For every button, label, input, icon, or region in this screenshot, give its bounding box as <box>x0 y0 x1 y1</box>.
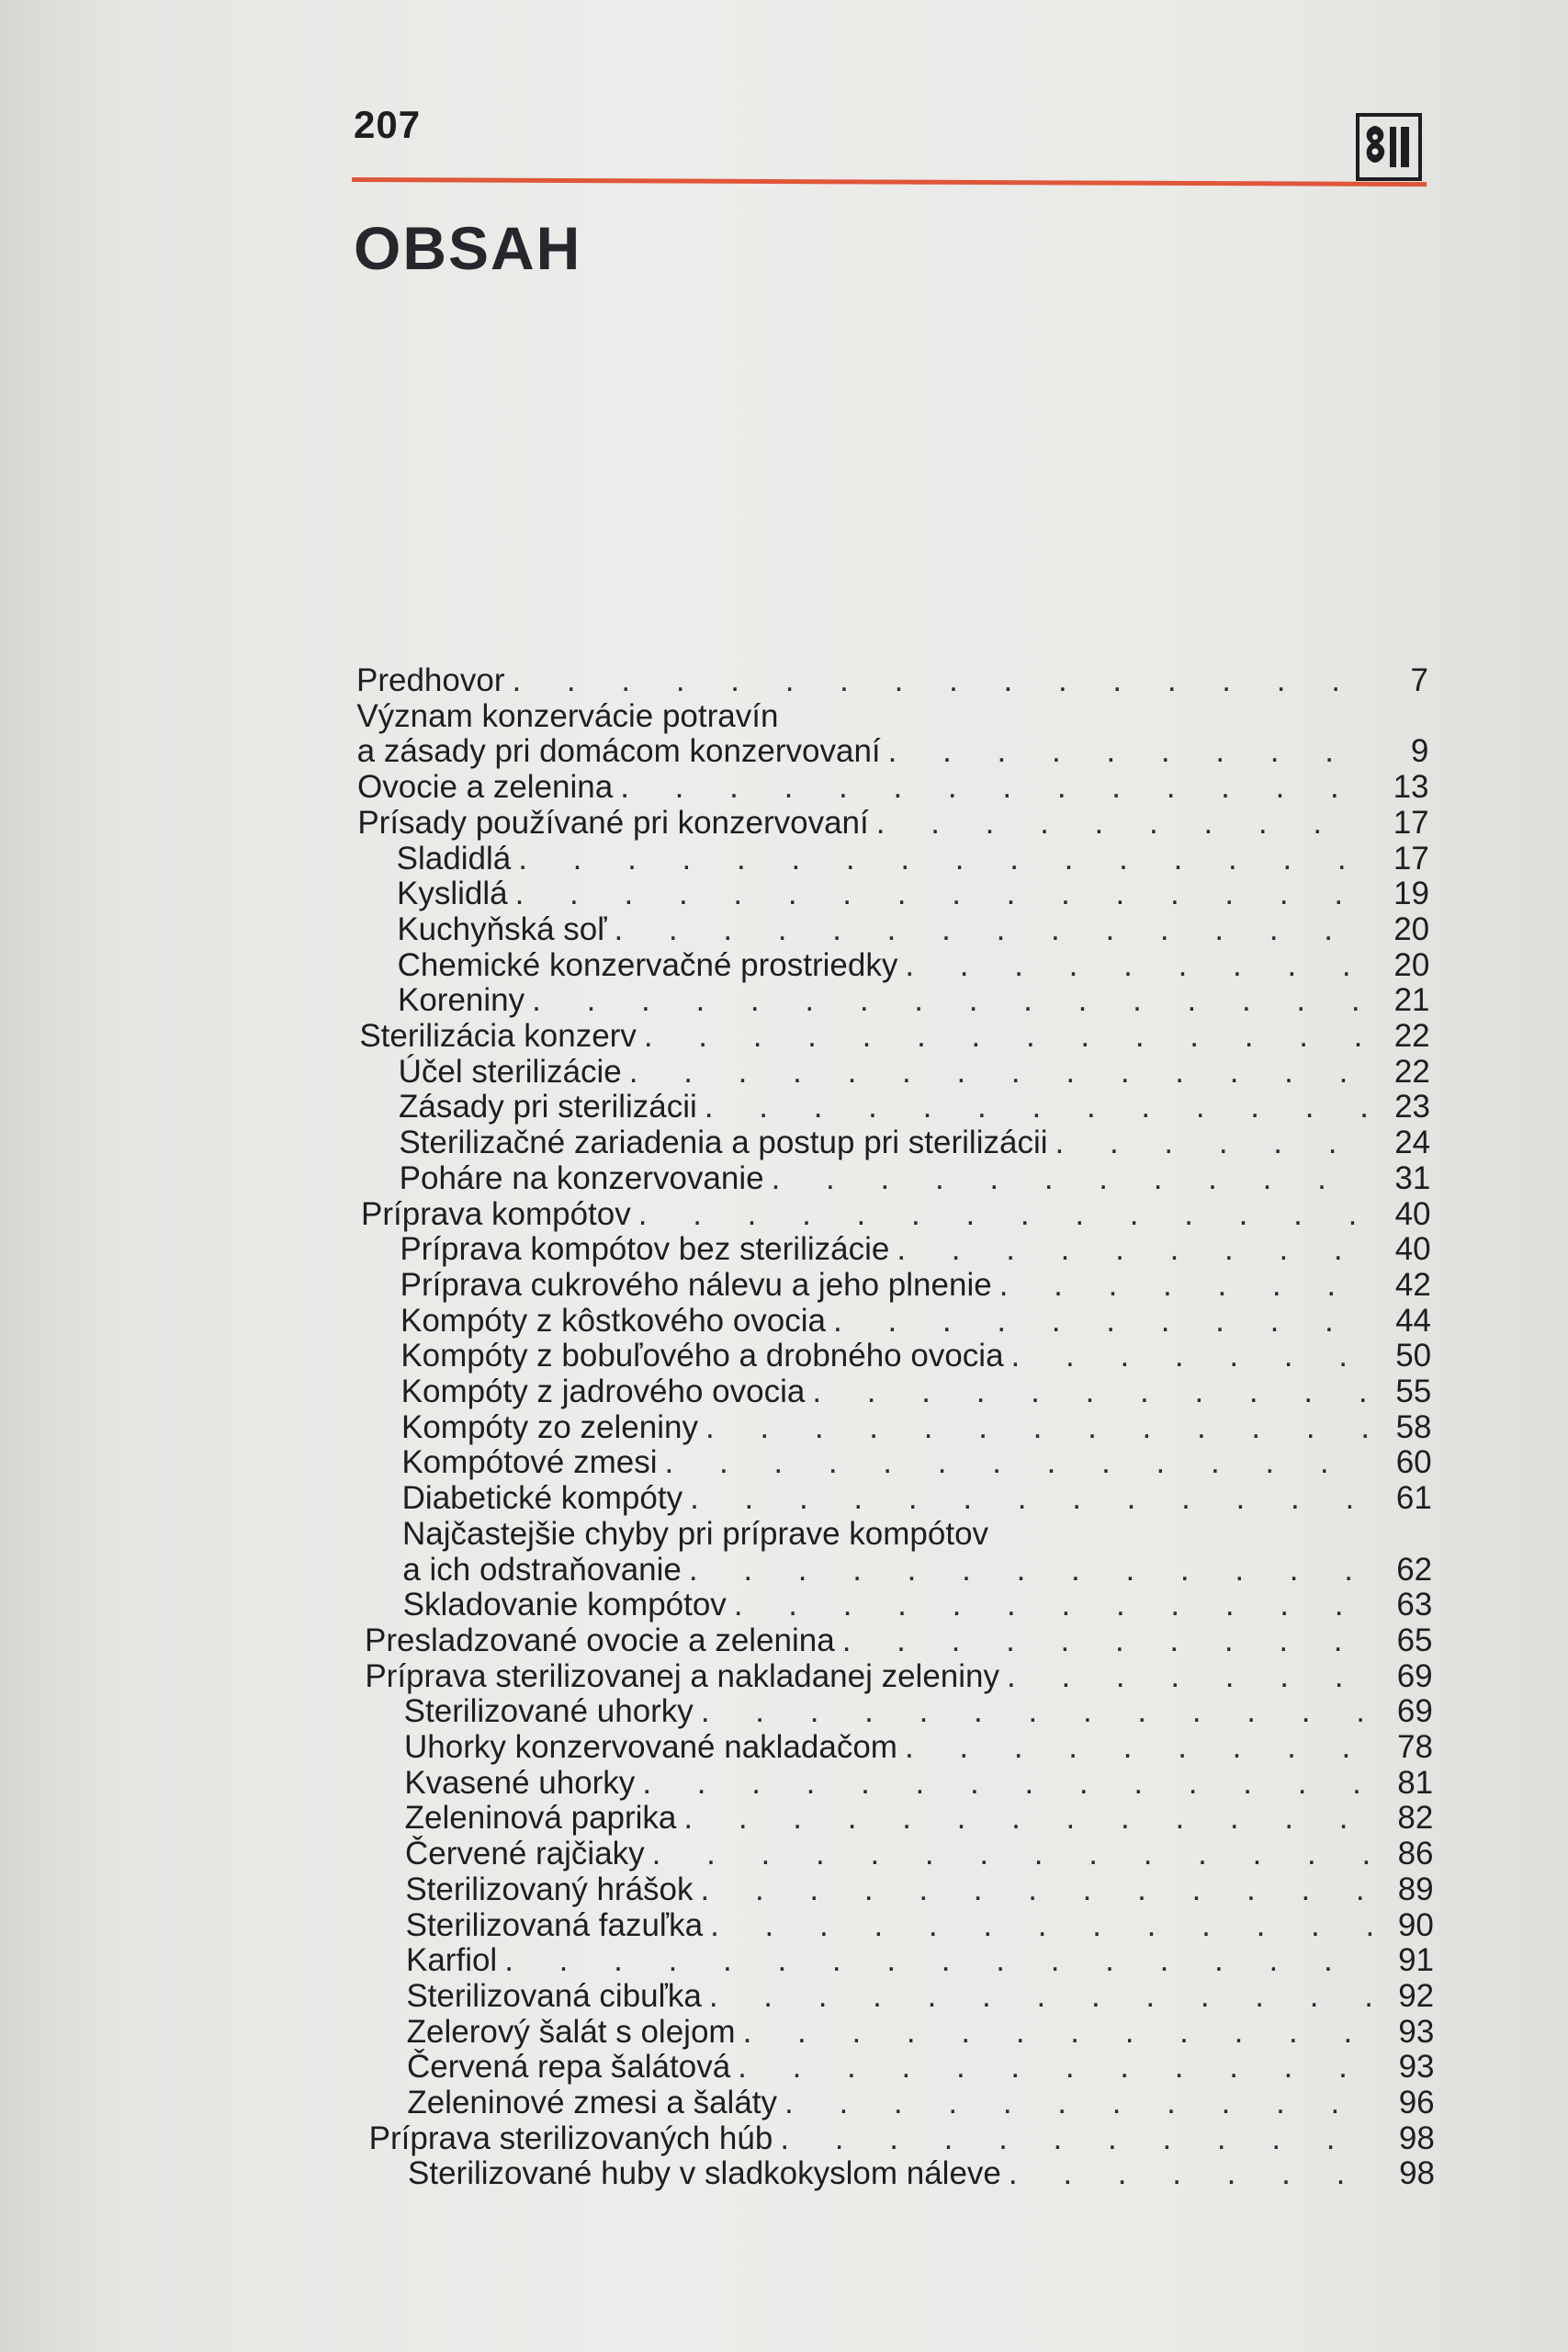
toc-entry[interactable] <box>400 1161 1431 1196</box>
toc-dot-leader <box>738 2050 1371 2085</box>
toc-dot-leader <box>780 2121 1372 2156</box>
toc-entry-page: 81 <box>1397 1764 1434 1801</box>
toc-entry-page: 62 <box>1396 1551 1433 1588</box>
toc-entry[interactable] <box>401 1445 1431 1480</box>
toc-entry-page: 13 <box>1393 769 1429 806</box>
toc-entry-page: 82 <box>1397 1800 1434 1837</box>
toc-entry-page: 92 <box>1398 1977 1435 2014</box>
toc-dot-leader <box>532 983 1367 1018</box>
toc-entry-title: Chemické konzervačné prostriedky <box>397 946 898 983</box>
toc-entry-page: 78 <box>1397 1729 1433 1765</box>
toc-entry-title: Sterilizovaný hrášok <box>405 1871 694 1907</box>
toc-entry-title: Prísady používané pri konzervovaní <box>357 804 869 841</box>
toc-entry-title: Kuchyňská soľ <box>397 910 607 947</box>
toc-dot-leader <box>701 1872 1371 1907</box>
toc-entry-page: 44 <box>1395 1302 1431 1339</box>
toc-entry[interactable] <box>400 1339 1431 1374</box>
toc-entry-title: Diabetické kompóty <box>401 1480 683 1517</box>
toc-entry[interactable] <box>405 1872 1433 1907</box>
page-number: 207 <box>354 103 422 146</box>
toc-entry-title: Presladzované ovocie a zelenina <box>365 1622 835 1658</box>
toc-dot-leader <box>614 912 1367 947</box>
toc-dot-leader <box>833 1304 1369 1339</box>
toc-entry[interactable] <box>402 1481 1432 1516</box>
toc-entry-page: 19 <box>1393 876 1429 912</box>
toc-entry-title: Význam konzervácie potravín <box>356 697 779 734</box>
toc-entry-page: 93 <box>1398 2049 1435 2086</box>
toc-entry-title: Kompóty z bobuľového a drobného ovocia <box>400 1338 1004 1374</box>
toc-entry-title: Zelerový šalát s olejom <box>406 2013 736 2050</box>
toc-entry[interactable] <box>365 1623 1433 1658</box>
toc-entry[interactable] <box>404 1766 1433 1801</box>
toc-dot-leader <box>689 1553 1370 1588</box>
toc-entry[interactable] <box>401 1374 1432 1409</box>
toc-entry[interactable] <box>400 1232 1430 1267</box>
toc-entry-page: 24 <box>1394 1125 1431 1161</box>
toc-dot-leader <box>784 2086 1372 2120</box>
toc-entry-page: 89 <box>1397 1871 1434 1907</box>
toc-entry-title: Kompóty z jadrového ovocia <box>400 1374 806 1409</box>
toc-entry-page: 40 <box>1394 1231 1431 1268</box>
toc-dot-leader <box>999 1268 1369 1303</box>
toc-dot-leader <box>665 1445 1370 1480</box>
toc-entry-page: 31 <box>1394 1159 1431 1196</box>
toc-dot-leader <box>705 1410 1370 1445</box>
toc-entry[interactable] <box>403 1588 1433 1623</box>
toc-dot-leader <box>905 948 1367 983</box>
toc-dot-leader <box>512 663 1366 698</box>
toc-dot-leader <box>897 1232 1368 1267</box>
toc-entry-page: 21 <box>1393 982 1430 1019</box>
toc-entry-page: 98 <box>1398 2120 1435 2156</box>
toc-entry[interactable] <box>406 1979 1434 2014</box>
toc-entry-title: Sterilizované huby v sladkokyslom náleve <box>408 2155 1001 2192</box>
toc-entry-title: Červené rajčiaky <box>405 1836 645 1872</box>
toc-entry-page: 50 <box>1395 1338 1432 1374</box>
toc-entry[interactable] <box>398 983 1430 1018</box>
toc-entry-title: Príprava sterilizovanej a nakladanej zeleniny <box>365 1657 999 1694</box>
toc-entry-page: 65 <box>1396 1622 1433 1658</box>
toc-dot-leader <box>772 1161 1369 1196</box>
toc-dot-leader <box>644 1019 1368 1054</box>
toc-entry-page: 58 <box>1395 1408 1432 1445</box>
toc-dot-leader <box>638 1197 1369 1232</box>
toc-entry[interactable] <box>357 806 1428 841</box>
toc-entry-title: Príprava kompótov bez sterilizácie <box>400 1231 890 1268</box>
toc-entry-page: 60 <box>1395 1444 1432 1481</box>
toc-entry-title: Sterilizácia konzerv <box>359 1018 637 1054</box>
toc-entry-title: a zásady pri domácom konzervovaní <box>356 733 881 770</box>
toc-entry-page: 20 <box>1393 946 1430 983</box>
toc-entry[interactable] <box>402 1517 1432 1552</box>
toc-dot-leader <box>743 2015 1372 2050</box>
toc-entry-title: Kompóty zo zeleniny <box>401 1408 698 1445</box>
toc-dot-leader <box>515 876 1367 911</box>
toc-entry[interactable] <box>405 1801 1434 1836</box>
toc-dot-leader <box>504 1943 1371 1978</box>
toc-dot-leader <box>888 734 1367 769</box>
toc-entry-title: Zeleninové zmesi a šaláty <box>407 2085 778 2120</box>
toc-entry-title: Kvasené uhorky <box>404 1764 636 1801</box>
toc-entry-title: Koreniny <box>398 982 525 1019</box>
toc-dot-leader <box>620 770 1366 805</box>
toc-entry-page: 61 <box>1395 1480 1432 1517</box>
toc-entry[interactable] <box>398 948 1430 983</box>
toc-entry-title: Sterilizovaná fazuľka <box>405 1906 704 1943</box>
toc-dot-leader <box>642 1766 1371 1801</box>
toc-dot-leader <box>812 1374 1369 1409</box>
toc-dot-leader <box>652 1837 1371 1871</box>
toc-entry-page: 69 <box>1396 1657 1433 1694</box>
toc-entry-page: 17 <box>1393 804 1429 841</box>
toc-entry-page: 69 <box>1396 1693 1433 1730</box>
toc-entry[interactable] <box>397 842 1429 876</box>
toc-entry-page: 63 <box>1396 1587 1433 1623</box>
toc-entry-title: Predhovor <box>356 662 505 698</box>
toc-entry-title: Poháre na konzervovanie <box>399 1159 764 1196</box>
toc-dot-leader <box>905 1730 1371 1765</box>
toc-entry[interactable] <box>407 2050 1435 2085</box>
toc-entry-title: Skladovanie kompótov <box>402 1587 727 1623</box>
toc-entry-page: 55 <box>1395 1374 1432 1409</box>
toc-entry[interactable] <box>399 1125 1430 1160</box>
toc-entry-page: 86 <box>1397 1836 1434 1872</box>
toc-entry-title: Príprava sterilizovaných húb <box>368 2120 773 2156</box>
toc-entry[interactable] <box>369 2121 1435 2156</box>
toc-entry-page: 17 <box>1393 840 1429 876</box>
section-title: OBSAH <box>354 214 582 282</box>
toc-entry-page: 7 <box>1410 662 1428 698</box>
toc-entry-page: 22 <box>1393 1018 1430 1054</box>
toc-entry[interactable] <box>359 1019 1429 1054</box>
toc-entry[interactable] <box>401 1410 1432 1445</box>
toc-entry-title: Zeleninová paprika <box>404 1800 677 1837</box>
toc-dot-leader <box>734 1588 1371 1623</box>
toc-entry-page: 96 <box>1398 2085 1435 2120</box>
toc-entry-page: 9 <box>1410 733 1429 770</box>
toc-entry-page: 93 <box>1398 2013 1435 2050</box>
toc-entry[interactable] <box>357 734 1429 769</box>
toc-entry-title: Karfiol <box>406 1942 498 1979</box>
toc-entry[interactable] <box>400 1304 1431 1339</box>
toc-entry[interactable] <box>408 2156 1435 2191</box>
toc-entry-title: Kyslidlá <box>397 876 508 912</box>
toc-entry[interactable] <box>361 1197 1431 1232</box>
toc-entry[interactable] <box>356 663 1428 698</box>
toc-entry[interactable] <box>407 2015 1435 2050</box>
toc-entry-title: Sterilizovaná cibuľka <box>406 1977 702 2014</box>
toc-entry-title: a ich odstraňovanie <box>402 1551 682 1588</box>
toc-entry-title: Uhorky konzervované nakladačom <box>404 1729 897 1765</box>
toc-entry[interactable] <box>400 1268 1431 1303</box>
toc-dot-leader <box>518 842 1367 876</box>
toc-entry[interactable] <box>405 1837 1434 1871</box>
toc-dot-leader <box>1011 1339 1370 1374</box>
toc-entry-page: 90 <box>1397 1906 1434 1943</box>
toc-dot-leader <box>1007 1659 1371 1694</box>
toc-entry[interactable] <box>356 699 1428 734</box>
toc-entry-title: Červená repa šalátová <box>407 2049 731 2086</box>
toc-dot-leader <box>705 1090 1368 1125</box>
toc-entry-page: 22 <box>1393 1053 1430 1090</box>
toc-entry[interactable] <box>365 1659 1432 1694</box>
toc-entry[interactable] <box>404 1694 1433 1729</box>
toc-entry[interactable] <box>402 1553 1432 1588</box>
toc-entry-page: 91 <box>1398 1942 1434 1979</box>
toc-entry[interactable] <box>397 912 1429 947</box>
toc-entry[interactable] <box>397 876 1429 911</box>
toc-dot-leader <box>842 1623 1371 1658</box>
toc-entry-title: Najčastejšie chyby pri príprave kompótov <box>402 1515 989 1552</box>
toc-entry-title: Kompóty z kôstkového ovocia <box>400 1302 827 1339</box>
toc-entry[interactable] <box>357 770 1429 805</box>
toc-entry[interactable] <box>404 1730 1433 1765</box>
toc-dot-leader <box>710 1908 1371 1943</box>
toc-dot-leader <box>1055 1125 1369 1160</box>
toc-entry-title: Sterilizačné zariadenia a postup pri sterilizácii <box>399 1125 1048 1161</box>
toc-entry[interactable] <box>399 1090 1430 1125</box>
toc-entry-title: Príprava cukrového nálevu a jeho plnenie <box>400 1266 992 1303</box>
toc-entry-title: Sladidlá <box>396 840 512 876</box>
toc-entry-title: Zásady pri sterilizácii <box>399 1089 697 1125</box>
toc-entry-title: Ovocie a zelenina <box>357 769 614 806</box>
toc-dot-leader <box>1009 2156 1372 2191</box>
toc-dot-leader <box>690 1481 1370 1516</box>
toc-dot-leader <box>701 1694 1371 1729</box>
toc-dot-leader <box>709 1979 1371 2014</box>
toc-entry-page: 20 <box>1393 910 1430 947</box>
toc-entry[interactable] <box>406 1943 1434 1978</box>
toc-entry[interactable] <box>407 2086 1434 2120</box>
toc-entry-page: 42 <box>1394 1266 1431 1303</box>
toc-entry-page: 40 <box>1394 1195 1431 1232</box>
toc-entry-title: Príprava kompótov <box>361 1195 631 1232</box>
toc-entry-title: Sterilizované uhorky <box>403 1693 694 1730</box>
toc-entry[interactable] <box>406 1908 1434 1943</box>
toc-dot-leader <box>683 1801 1371 1836</box>
toc-entry-title: Kompótové zmesi <box>401 1444 658 1481</box>
toc-entry-title: Účel sterilizácie <box>398 1053 622 1090</box>
toc-dot-leader <box>876 806 1367 841</box>
toc-entry[interactable] <box>399 1055 1430 1090</box>
toc-dot-leader <box>629 1055 1368 1090</box>
toc-entry-page: 98 <box>1399 2155 1435 2192</box>
toc-entry-page: 23 <box>1394 1089 1430 1125</box>
